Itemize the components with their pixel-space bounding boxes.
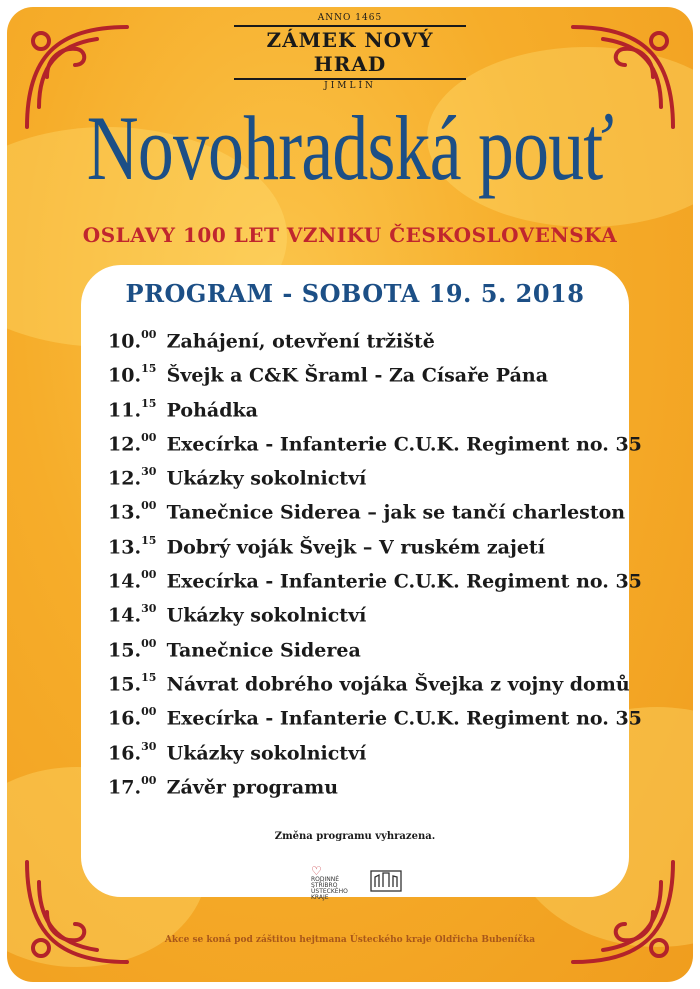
- program-item: [108, 457, 642, 491]
- sponsor-logo-castle: [369, 867, 403, 893]
- program-item: [108, 320, 642, 354]
- event-title: Novohradská pouť: [86, 97, 614, 199]
- heart-icon: ♡: [311, 864, 322, 878]
- program-text: Návrat dobrého vojáka Švejka z vojny domů: [166, 673, 630, 696]
- program-text: Ukázky sokolnictví: [166, 467, 367, 490]
- program-panel: [81, 265, 642, 901]
- sponsor-logo-rodinne-stribro: ♡ RODINNÉ STŘÍBRO ÚSTECKÉHO KRAJE: [311, 865, 353, 893]
- program-item: [108, 423, 642, 457]
- program-text: Execírka - Infanterie C.U.K. Regiment no. 35: [166, 570, 642, 593]
- program-item: [108, 389, 642, 423]
- program-time: 13.00: [108, 499, 157, 524]
- program-text: Závěr programu: [166, 776, 339, 799]
- program-item: [108, 354, 642, 388]
- program-time: 15.15: [108, 670, 157, 696]
- program-item: [108, 526, 642, 560]
- program-item: [108, 663, 642, 697]
- program-time: 10.15: [108, 362, 157, 387]
- program-time: 16.30: [108, 739, 157, 764]
- program-item: [108, 594, 642, 628]
- program-time: 12.00: [108, 430, 157, 456]
- program-text: Tanečnice Siderea – jak se tančí charleston: [166, 501, 626, 524]
- logo-anno: ANNO 1465: [317, 13, 383, 23]
- footer-patronage: Akce se koná pod záštitou hejtmana Ústeckého kraje Oldřicha Bubeníčka: [164, 935, 536, 945]
- program-time: 10.00: [108, 328, 157, 353]
- program-text: Ukázky sokolnictví: [166, 604, 367, 627]
- poster: [7, 7, 693, 982]
- castle-logo: [229, 13, 471, 93]
- program-text: Tanečnice Siderea: [166, 639, 361, 661]
- program-time: 14.30: [108, 602, 157, 627]
- program-item: [108, 732, 642, 766]
- program-change-note: Změna programu vyhrazena.: [274, 831, 436, 842]
- program-item: [108, 560, 642, 594]
- program-time: 12.30: [108, 465, 157, 490]
- program-item: [108, 697, 642, 731]
- program-time: 17.00: [108, 773, 157, 799]
- event-subtitle: OSLAVY 100 LET VZNIKU ČESKOSLOVENSKA: [82, 223, 618, 247]
- program-time: 15.00: [108, 636, 157, 661]
- program-text: Ukázky sokolnictví: [166, 741, 367, 764]
- program-time: 14.00: [108, 568, 157, 593]
- program-item: [108, 766, 642, 800]
- program-text: Pohádka: [166, 398, 258, 421]
- program-heading: PROGRAM - SOBOTA 19. 5. 2018: [125, 279, 585, 308]
- program-time: 11.15: [108, 396, 157, 421]
- program-text: Execírka - Infanterie C.U.K. Regiment no. 35: [166, 433, 642, 456]
- logo-name: ZÁMEK NOVÝ HRAD: [234, 25, 466, 80]
- program-time: 13.15: [108, 533, 157, 559]
- program-text: Execírka - Infanterie C.U.K. Regiment no. 35: [166, 707, 642, 730]
- program-text: Zahájení, otevření tržiště: [166, 330, 435, 353]
- logo-place: JIMLÍN: [324, 81, 376, 91]
- program-time: 16.00: [108, 705, 157, 730]
- program-item: [108, 491, 642, 525]
- program-item: [108, 629, 642, 663]
- program-text: Švejk a C&K Šraml - Za Císaře Pána: [166, 364, 549, 387]
- program-list: [108, 320, 642, 800]
- program-text: Dobrý voják Švejk – V ruském zajetí: [166, 536, 545, 559]
